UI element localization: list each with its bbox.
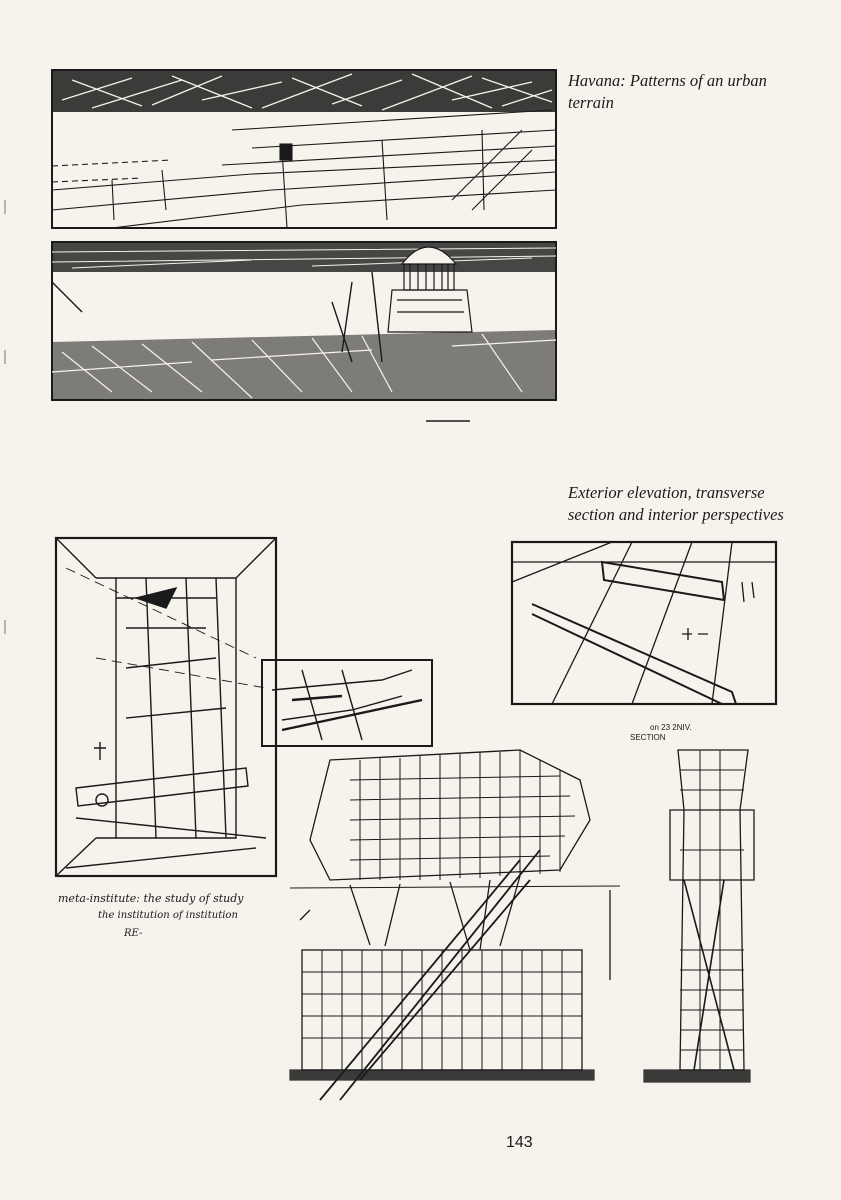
page-number: 143 xyxy=(506,1134,533,1151)
sketch-note: SECTION xyxy=(630,733,666,742)
interior-perspective-right-sketch xyxy=(512,542,778,706)
handwritten-line: the institution of institution xyxy=(98,910,238,921)
interior-perspective-sketch xyxy=(56,538,278,878)
caption-line: Exterior elevation, transverse xyxy=(568,483,765,502)
havana-terrain-sketch-top xyxy=(52,70,556,228)
sketch-note: on 23 2NIV. xyxy=(650,723,692,732)
binder-mark xyxy=(4,620,6,634)
divider xyxy=(426,419,470,423)
havana-dome-sketch xyxy=(52,242,556,400)
caption-line: section and interior perspectives xyxy=(568,505,784,524)
handwritten-note xyxy=(58,888,298,948)
interior-detail-sketch xyxy=(262,660,434,748)
caption-havana xyxy=(568,70,808,114)
binder-mark xyxy=(4,200,6,214)
caption-line: Havana: Patterns of an urban xyxy=(568,71,767,90)
handwritten-line: RE- xyxy=(124,928,143,939)
transverse-section-sketch xyxy=(630,723,774,1106)
handwritten-line: meta-institute: the study of study xyxy=(58,892,244,905)
exterior-elevation-sketch xyxy=(290,740,620,1106)
caption-line: terrain xyxy=(568,93,614,112)
caption-elevation xyxy=(568,482,833,526)
binder-mark xyxy=(4,350,6,364)
